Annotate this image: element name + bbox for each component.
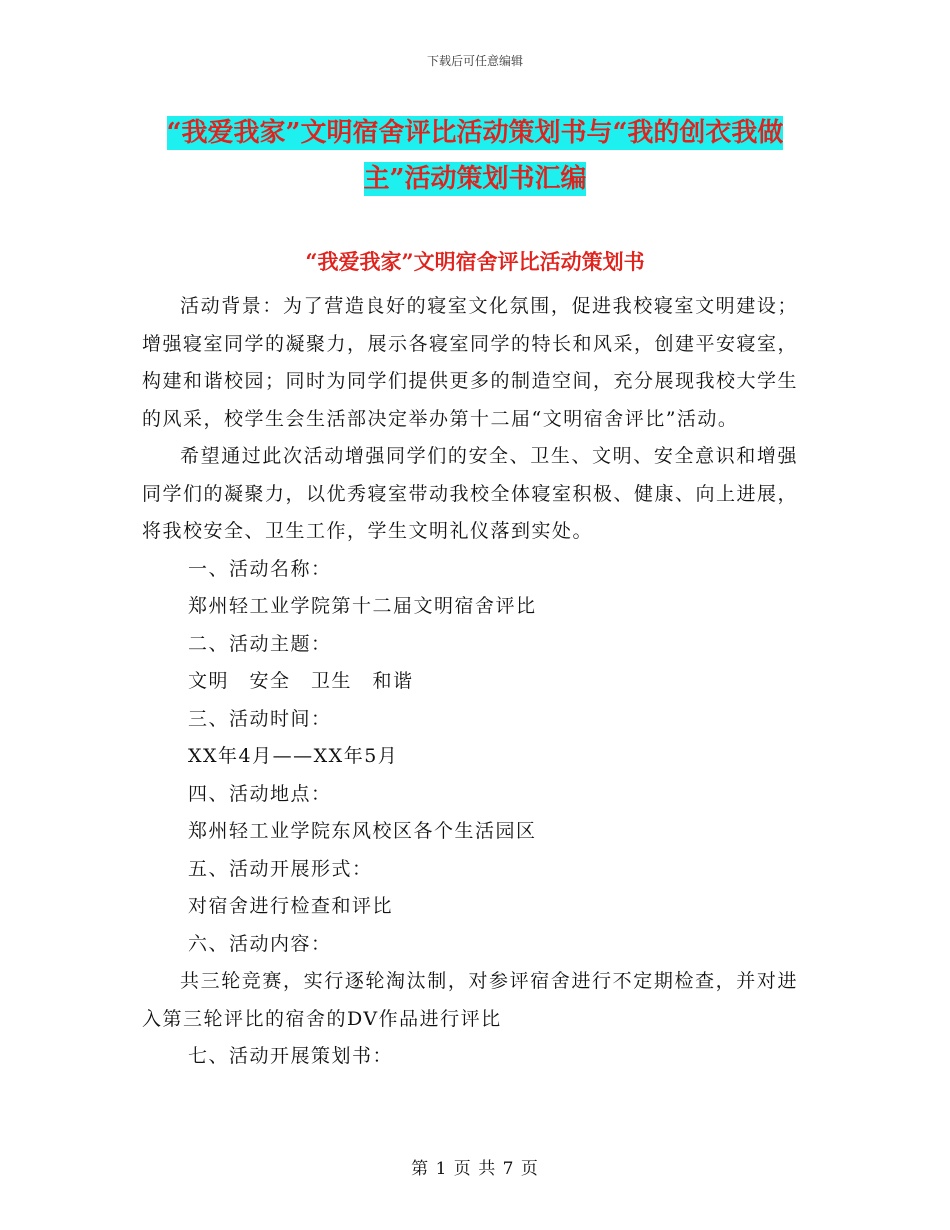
activity-theme-heading: 二、活动主题： bbox=[188, 632, 332, 655]
activity-content: 共三轮竞赛，实行逐轮淘汰制，对参评宿舍进行不定期检查，并对进入第三轮评比的宿舍的DV作品进行评比 bbox=[142, 970, 798, 1030]
header-note: 下载后可任意编辑 bbox=[426, 54, 523, 68]
activity-name-heading: 一、活动名称： bbox=[188, 557, 332, 580]
activity-form: 对宿舍进行检查和评比 bbox=[188, 895, 394, 917]
document-title-text: “我爱我家”文明宿舍评比活动策划书与“我的创衣我做主”活动策划书汇编 bbox=[166, 118, 784, 194]
document-title bbox=[140, 110, 810, 202]
activity-location-heading: 四、活动地点： bbox=[188, 782, 332, 805]
document-body bbox=[142, 288, 798, 1076]
activity-name: 郑州轻工业学院第十二届文明宿舍评比 bbox=[188, 595, 537, 617]
activity-form-heading: 五、活动开展形式： bbox=[188, 857, 373, 880]
goal-paragraph: 希望通过此次活动增强同学们的安全、卫生、文明、安全意识和增强同学们的凝聚力，以优秀寝室带动我校全体寝室积极、健康、向上进展，将我校安全、卫生工作，学生文明礼仪落到实处。 bbox=[142, 445, 799, 542]
activity-theme: 文明 安全 卫生 和谐 bbox=[188, 670, 414, 692]
activity-location: 郑州轻工业学院东风校区各个生活园区 bbox=[188, 820, 537, 842]
activity-plan-heading: 七、活动开展策划书： bbox=[188, 1045, 394, 1067]
background-paragraph: 活动背景：为了营造良好的寝室文化氛围，促进我校寝室文明建设；增强寝室同学的凝聚力，展示各寝室同学的特长和风采，创建平安寝室，构建和谐校园；同时为同学们提供更多的制造空间，充分展现我校大学生的风采，校学生会生活部决定举办第十二届“文明宿舍评比”活动。 bbox=[142, 295, 799, 430]
activity-time-heading: 三、活动时间： bbox=[188, 707, 332, 730]
activity-content-heading: 六、活动内容： bbox=[188, 932, 332, 955]
activity-time: XX年4月——XX年5月 bbox=[188, 745, 399, 767]
page-footer: 第 1 页 共 7 页 bbox=[411, 1159, 539, 1179]
section-title: “我爱我家”文明宿舍评比活动策划书 bbox=[305, 249, 645, 274]
